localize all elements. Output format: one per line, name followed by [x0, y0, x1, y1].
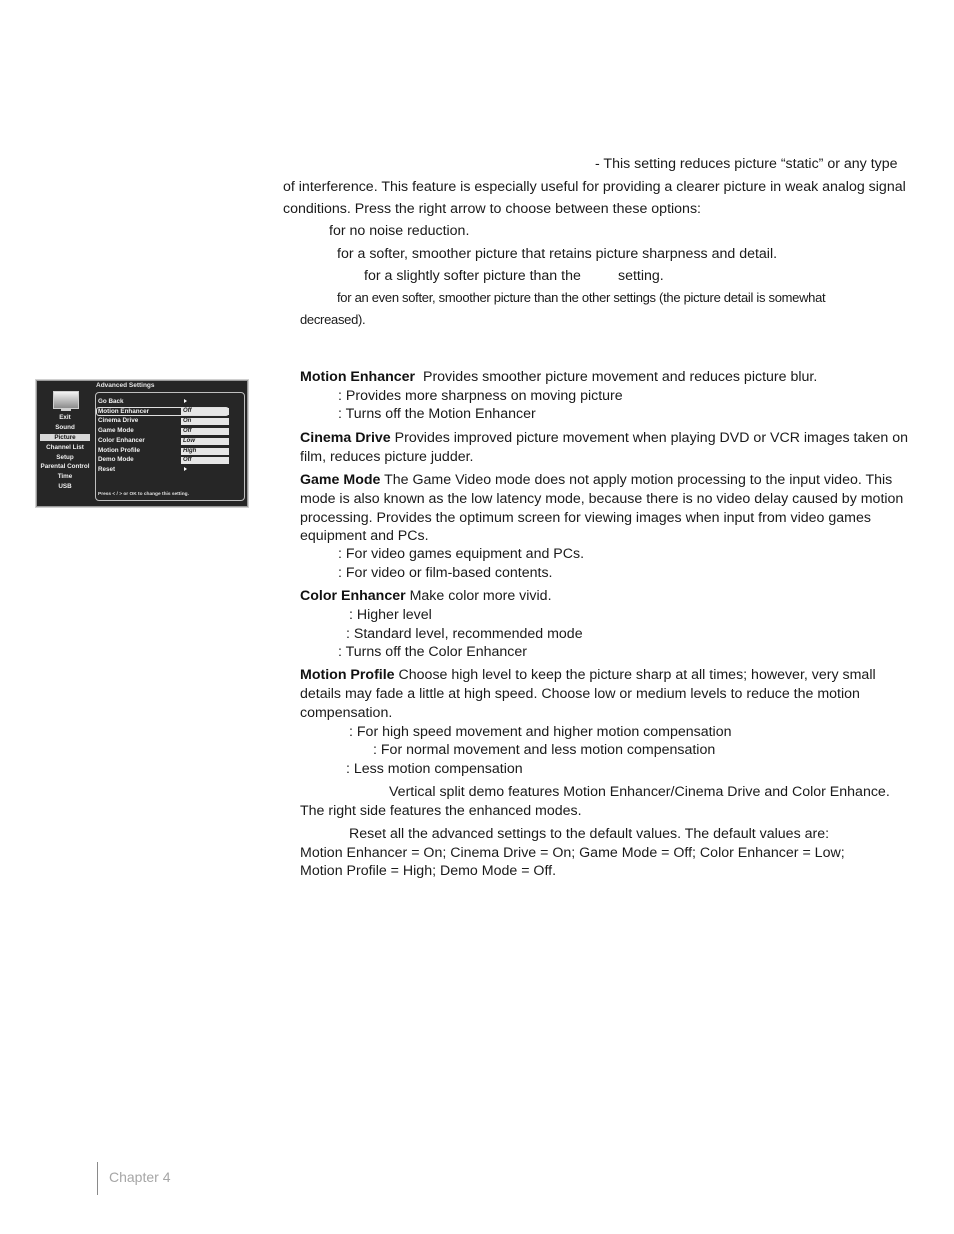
menu-value-motion-enhancer: Off [181, 408, 229, 415]
menu-row-game-mode[interactable]: Game Mode [98, 427, 134, 434]
reset-line-1: Reset all the advanced settings to the default values. The default values are: [349, 826, 830, 842]
motion-profile-option-medium: : For normal movement and less motion compensation [373, 742, 716, 758]
menu-value-motion-profile: High [181, 448, 229, 455]
arrow-right-icon [184, 467, 187, 471]
noise-option-high-2: decreased). [300, 312, 366, 327]
arrow-right-icon [184, 399, 187, 403]
menu-side-sound[interactable]: Sound [55, 424, 75, 431]
menu-row-go-back[interactable]: Go Back [98, 398, 124, 405]
motion-profile-paragraph [300, 666, 908, 722]
color-enhancer-desc: Make color more vivid. [409, 588, 552, 604]
motion-enhancer-option-off: : Turns off the Motion Enhancer [338, 406, 536, 422]
menu-row-reset[interactable]: Reset [98, 466, 116, 473]
color-enhancer-option-off: : Turns off the Color Enhancer [338, 644, 528, 660]
menu-value-demo-mode: Off [181, 457, 229, 464]
menu-value-game-mode: Off [181, 428, 229, 435]
menu-value-cinema-drive: On [181, 418, 229, 425]
motion-enhancer-desc: Provides smoother picture movement and reduces picture blur. [422, 369, 818, 385]
game-mode-desc: The Game Video mode does not apply motion processing to the input video. This mode is also known as the low latency mode, because there is no video delay caused by motion processing. Provides the optimum screen for viewing images when input from video games equipment and PCs. [300, 472, 904, 545]
menu-row-color-enhancer[interactable]: Color Enhancer [98, 437, 145, 444]
menu-value-color-enhancer: Low [181, 438, 229, 445]
menu-side-time[interactable]: Time [57, 473, 73, 480]
motion-profile-desc: Choose high level to keep the picture sharp at all times; however, very small details may fade a little at high speed. Choose low or medium levels to reduce the motion compensation. [300, 667, 876, 721]
motion-enhancer-option-on: : Provides more sharpness on moving picture [338, 388, 623, 404]
game-mode-paragraph [300, 471, 908, 546]
reset-line-2: Motion Enhancer = On; Cinema Drive = On; Game Mode = Off; Color Enhancer = Low; [300, 845, 845, 861]
noise-option-high-1: for an even softer, smoother picture than the other settings (the picture detail is somewhat [337, 290, 826, 305]
noise-option-low: for a softer, smoother picture that retains picture sharpness and detail. [337, 246, 778, 262]
motion-profile-term: Motion Profile [300, 667, 395, 683]
demo-mode-line-2: The right side features the enhanced modes. [300, 803, 582, 819]
menu-side-exit[interactable]: Exit [59, 414, 71, 421]
game-mode-option-off: : For video or film-based contents. [338, 565, 553, 581]
cinema-drive-paragraph [300, 429, 908, 467]
cinema-drive-term: Cinema Drive [300, 430, 391, 446]
motion-profile-option-low: : Less motion compensation [346, 761, 523, 777]
tv-icon [53, 391, 79, 409]
noise-reduction-intro-2: of interference. This feature is especially useful for providing a clearer picture in weak analog signal [283, 179, 906, 195]
menu-side-channel-list[interactable]: Channel List [46, 444, 84, 451]
motion-profile-option-high: : For high speed movement and higher motion compensation [349, 724, 732, 740]
noise-option-medium-b: setting. [618, 268, 664, 284]
demo-mode-line-1: Vertical split demo features Motion Enhancer/Cinema Drive and Color Enhance. [389, 784, 890, 800]
motion-enhancer-term: Motion Enhancer [300, 369, 416, 385]
game-mode-option-on: : For video games equipment and PCs. [338, 546, 585, 562]
menu-row-motion-profile[interactable]: Motion Profile [98, 447, 140, 454]
motion-enhancer-paragraph [300, 368, 908, 387]
menu-row-demo-mode[interactable]: Demo Mode [98, 456, 134, 463]
menu-row-cinema-drive[interactable]: Cinema Drive [98, 417, 139, 424]
tv-stand [61, 409, 71, 411]
game-mode-term: Game Mode [300, 472, 381, 488]
reset-line-3: Motion Profile = High; Demo Mode = Off. [300, 863, 557, 879]
menu-title: Advanced Settings [96, 382, 155, 389]
color-enhancer-term: Color Enhancer [300, 588, 406, 604]
noise-reduction-intro-3: conditions. Press the right arrow to choose between these options: [283, 201, 701, 217]
color-enhancer-option-low: : Standard level, recommended mode [346, 626, 583, 642]
menu-side-parental-control[interactable]: Parental Control [40, 463, 90, 470]
color-enhancer-option-high: : Higher level [349, 607, 432, 623]
noise-option-off: for no noise reduction. [329, 223, 470, 239]
menu-hint: Press < / > or OK to change this setting. [98, 492, 189, 497]
menu-row-motion-enhancer[interactable]: Motion Enhancer [96, 407, 229, 416]
noise-reduction-intro-1: - This setting reduces picture “static” or any type [595, 156, 898, 172]
noise-option-medium-a: for a slightly softer picture than the [364, 268, 581, 284]
menu-side-picture[interactable]: Picture [40, 434, 90, 441]
menu-side-setup[interactable]: Setup [56, 454, 74, 461]
footer-divider [97, 1162, 98, 1195]
menu-side-usb[interactable]: USB [58, 483, 72, 490]
footer-chapter: Chapter 4 [109, 1169, 171, 1185]
cinema-drive-desc: Provides improved picture movement when playing DVD or VCR images taken on film, reduces picture judder. [300, 430, 908, 465]
advanced-settings-menu [36, 380, 248, 507]
color-enhancer-paragraph [300, 587, 908, 606]
